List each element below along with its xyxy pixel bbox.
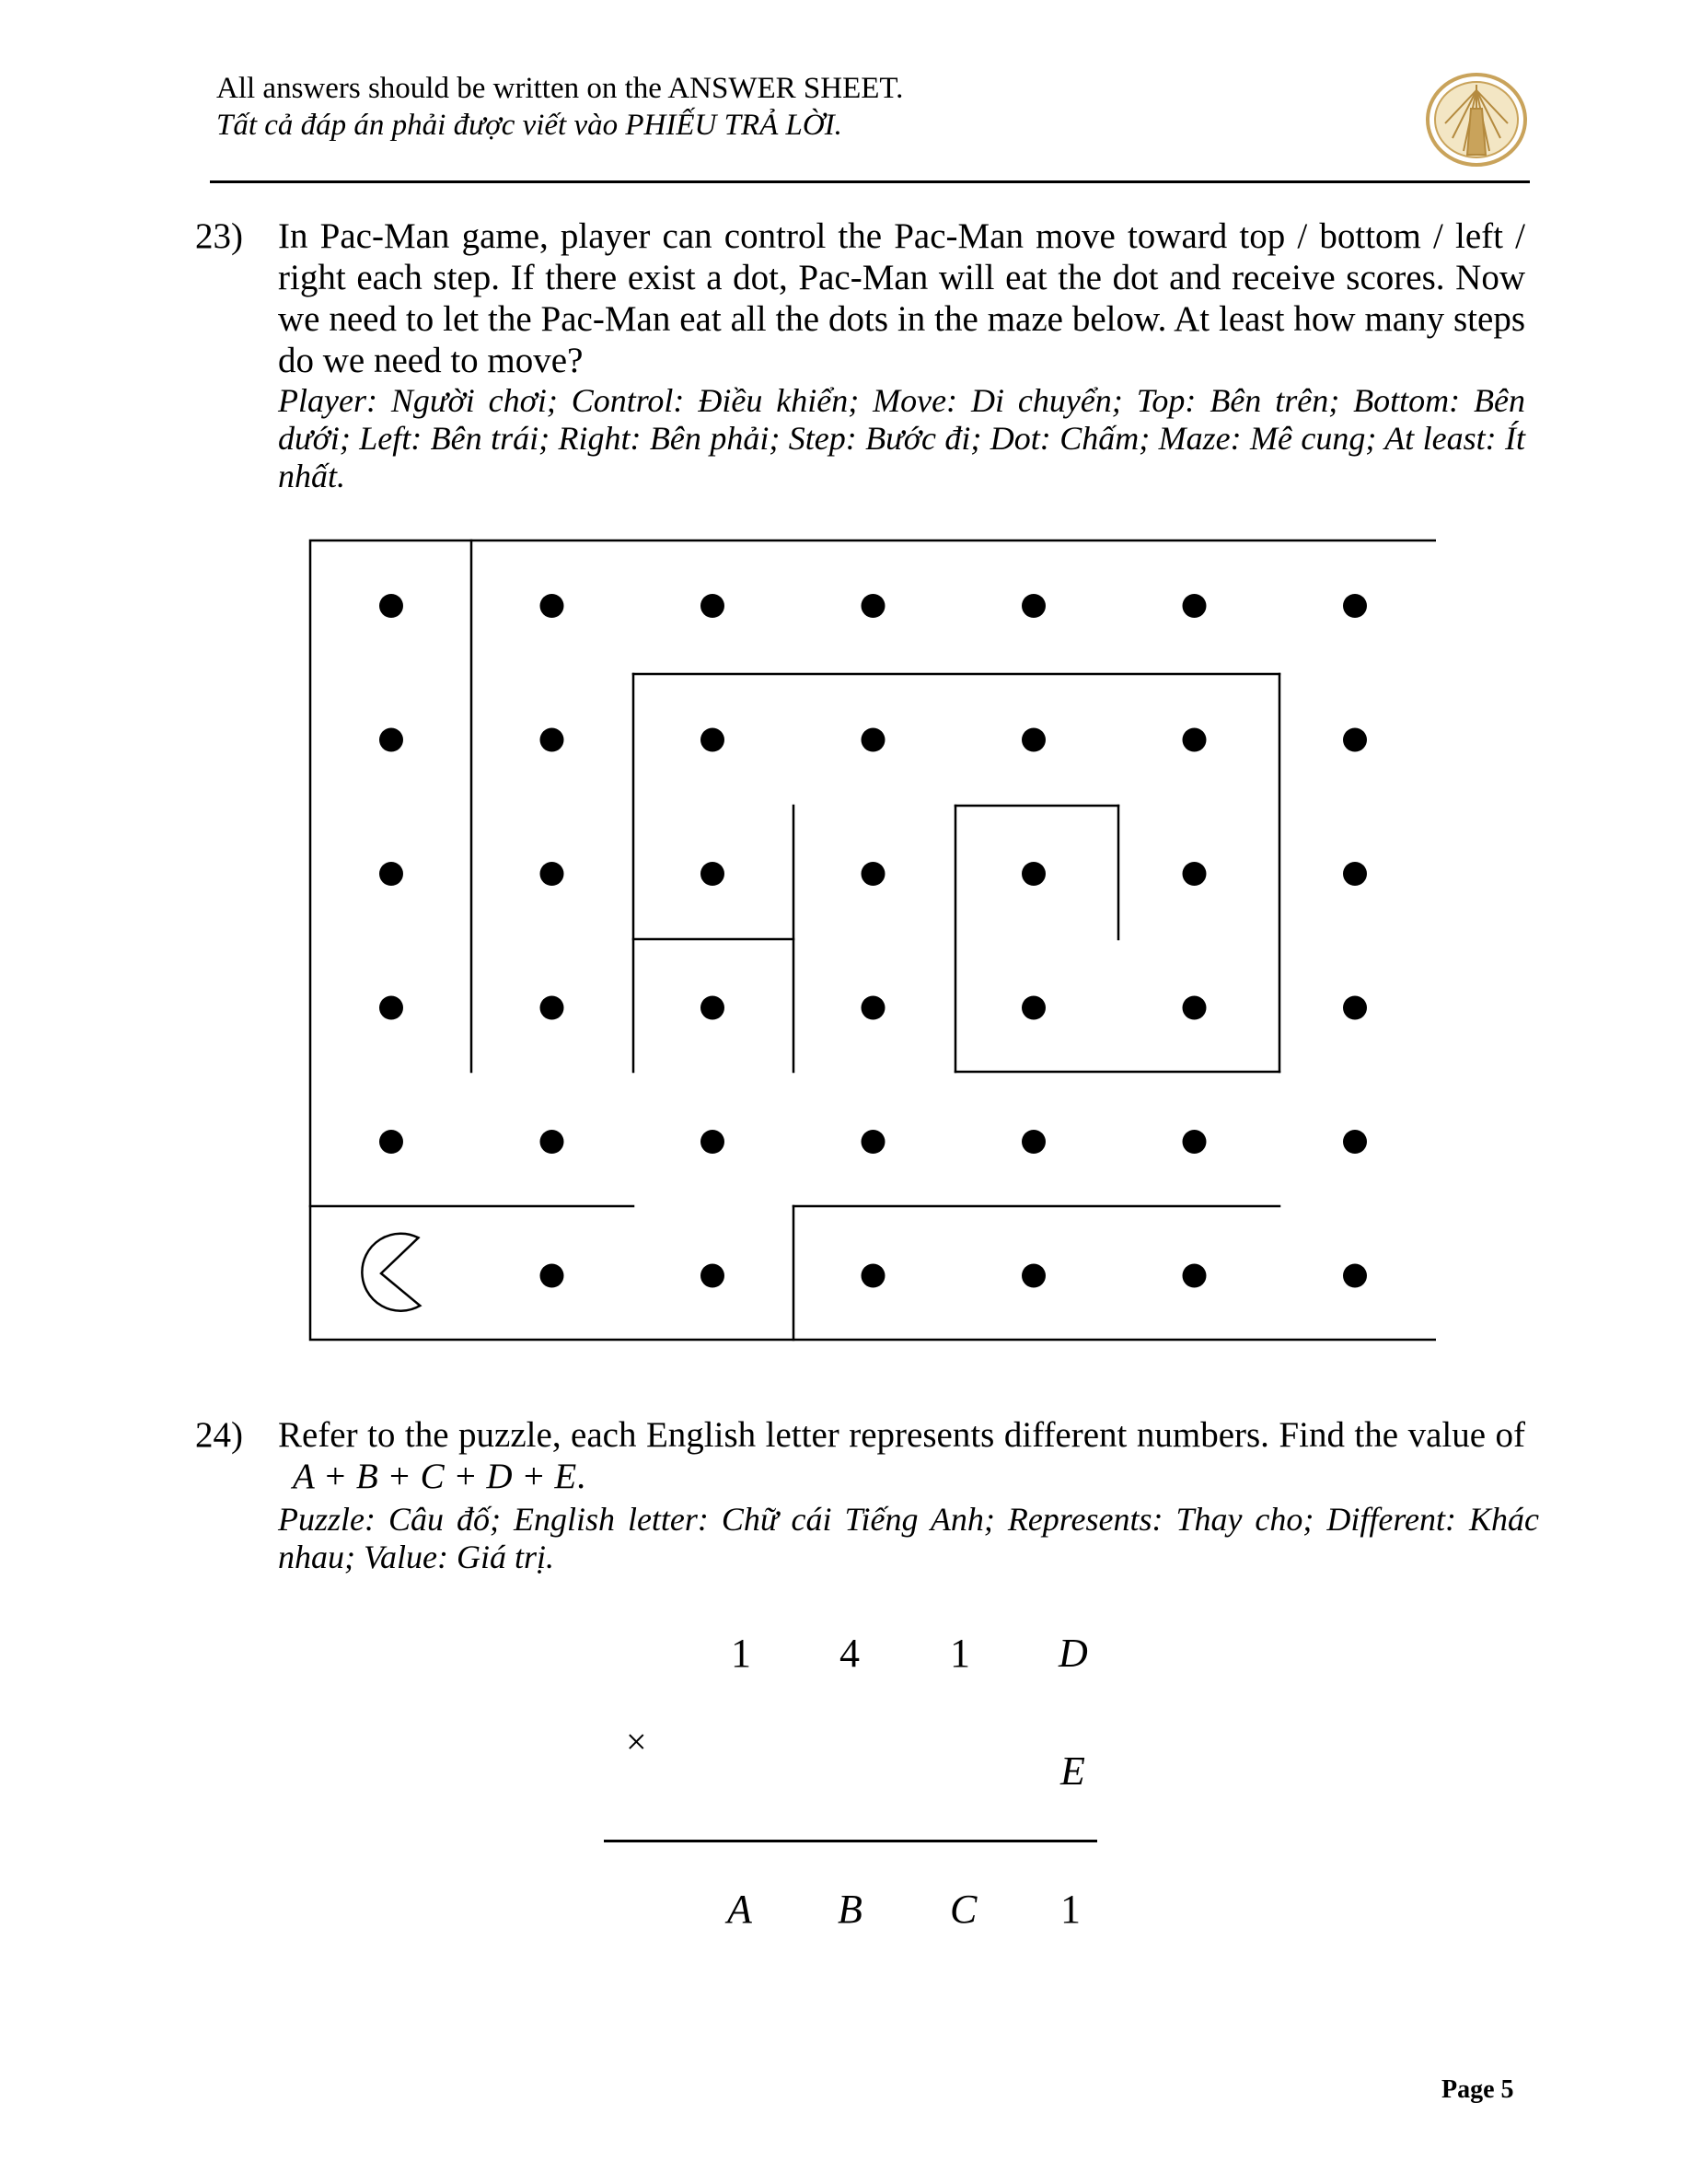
header-divider [210,180,1530,183]
puzzle-row1-digit: 4 [839,1631,860,1676]
question-24-text [278,1414,1525,1497]
maze-dot [1343,1130,1367,1154]
maze-dot [379,996,403,1020]
maze-dot [1343,728,1367,752]
maze-dot [1022,594,1046,618]
puzzle-multiply-sign: × [626,1721,647,1762]
maze-dot [379,728,403,752]
puzzle-result-letter: C [950,1887,978,1932]
maze-dot [1022,1264,1046,1288]
question-24-text-after: . [576,1457,585,1496]
maze-dot [379,594,403,618]
maze-dot [540,1130,564,1154]
maze-dot [700,996,724,1020]
maze-dot [1343,996,1367,1020]
maze-dot [862,594,886,618]
maze-dot [862,996,886,1020]
question-24-number: 24) [195,1415,243,1455]
puzzle-result-digit: 1 [1060,1887,1081,1932]
maze-dot [1022,996,1046,1020]
maze-dot [1343,1264,1367,1288]
maze-dot [379,862,403,886]
question-23-glossary: Player: Người chơi; Control: Điều khiển; Move: Di chuyển; Top: Bên trên; Bottom: Bên dưới; Left: Bên trái; Right: Bên phải; Step: Bước đi; Dot: Chấm; Maze: Mê cung; At least: Ít nhất. [278,382,1525,494]
question-24-expression: A + B + C + D + E [293,1457,577,1496]
puzzle-row2-letter: E [1060,1748,1085,1794]
maze-dot [1183,1130,1207,1154]
maze-dot [862,1130,886,1154]
maze-outer-wall [310,540,1436,1340]
maze-dot [700,1264,724,1288]
maze-dot [700,594,724,618]
puzzle-result-letter: B [838,1887,862,1932]
maze-dot [540,1264,564,1288]
puzzle-row1-digit: 1 [950,1631,970,1676]
maze-dot [1343,594,1367,618]
question-23-text: In Pac-Man game, player can control the Pac-Man move toward top / bottom / left / right each step. If there exist a dot, Pac-Man will eat the dot and receive scores. Now we need to let the Pac-Man eat all the dots in the maze below. At least how many steps do we need to move? [278,216,1525,380]
maze-dot [1183,1264,1207,1288]
maze-dot [700,728,724,752]
maze-dot [700,1130,724,1154]
puzzle-row1-letter: D [1059,1631,1088,1676]
maze-dot [379,1130,403,1154]
maze-dot [1022,862,1046,886]
page-number: Page 5 [1441,2075,1514,2104]
university-seal-icon [1425,72,1528,168]
maze-dot [540,996,564,1020]
question-23-number: 23) [195,216,243,256]
maze-dot [1183,728,1207,752]
maze-dot [862,862,886,886]
puzzle-row1-digit: 1 [731,1631,751,1676]
header-instruction-vi: Tất cả đáp án phải được viết vào PHIẾU TRẢ LỜI. [216,109,842,142]
maze-dot [1343,862,1367,886]
puzzle-result-letter: A [727,1887,752,1932]
question-24-glossary: Puzzle: Câu đố; English letter: Chữ cái Tiếng Anh; Represents: Thay cho; Different: Khác nhau; Value: Giá trị. [278,1501,1539,1575]
maze-dot [1022,728,1046,752]
maze-dot [540,728,564,752]
maze-dot [862,1264,886,1288]
header-instruction-en: All answers should be written on the ANSWER SHEET. [216,72,904,105]
maze-dot [540,862,564,886]
pacman-maze [304,534,1436,1342]
maze-walls [310,540,1436,1340]
pacman-icon [362,1234,420,1311]
maze-dot [1183,594,1207,618]
maze-dot [700,862,724,886]
maze-dot [1183,996,1207,1020]
question-24-text-before: Refer to the puzzle, each English letter represents different numbers. Find the value of [278,1415,1525,1455]
puzzle-result-line [604,1840,1097,1842]
maze-dot [1022,1130,1046,1154]
maze-dots [379,594,1367,1288]
maze-dot [862,728,886,752]
maze-dot [1183,862,1207,886]
maze-dot [540,594,564,618]
